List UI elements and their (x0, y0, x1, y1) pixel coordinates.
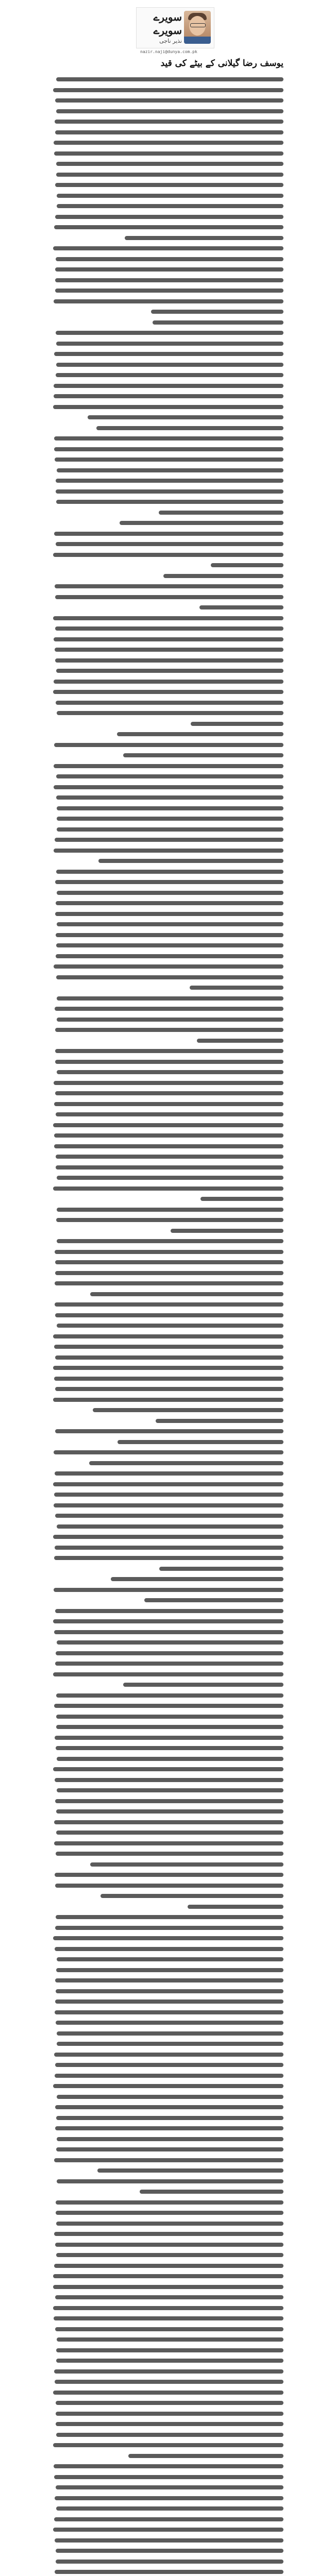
body-text-line (54, 743, 283, 747)
body-text-line (55, 1302, 283, 1307)
body-text-line (54, 964, 283, 969)
body-text-line (56, 342, 283, 346)
body-text-line (57, 1757, 283, 1761)
body-text-line (111, 1577, 283, 1581)
body-text-line (56, 2422, 283, 2426)
body-text-line (54, 2232, 283, 2236)
body-text-line (53, 1482, 283, 1486)
body-text-line (56, 1989, 283, 1993)
body-text-line (56, 1915, 283, 1919)
body-text-line (54, 394, 283, 398)
body-text-line (55, 595, 283, 599)
body-text-line (140, 2190, 283, 2194)
body-text-line (55, 2570, 283, 2574)
body-text-line (56, 2021, 283, 2025)
body-text-line (125, 236, 283, 240)
body-text-line (57, 1208, 283, 1212)
body-text-line (56, 1725, 283, 1729)
body-text-line (53, 1123, 283, 1127)
article-column (49, 0, 287, 2576)
body-text-line (159, 1567, 283, 1571)
body-text-line (57, 2337, 283, 2342)
body-text-line (89, 1461, 283, 1465)
column-logo (136, 7, 214, 48)
body-text-line (54, 1450, 283, 1454)
body-text-line (55, 120, 283, 124)
body-text-line (54, 2158, 283, 2162)
body-text-line (56, 2222, 283, 2226)
body-text-line (55, 1999, 283, 2004)
body-text-line (56, 2348, 283, 2352)
body-text-line (55, 626, 283, 631)
body-text-line (54, 2053, 283, 2057)
body-text-line (54, 2464, 283, 2468)
body-text-line (56, 2359, 283, 2363)
body-text-line (55, 98, 283, 103)
body-text-line (57, 711, 283, 715)
body-text-line (55, 457, 283, 462)
body-text-line (55, 2295, 283, 2299)
body-text-line (56, 2485, 283, 2489)
body-text-line (56, 933, 283, 937)
body-text-line (54, 1133, 283, 1138)
author-photo (184, 11, 211, 44)
body-text-line (100, 1894, 283, 1898)
body-text-line (190, 986, 283, 990)
body-text-line (54, 141, 283, 145)
body-text-line (57, 2179, 283, 2183)
body-text-line (55, 1471, 283, 1476)
body-text-line (56, 975, 283, 979)
body-text-line (56, 331, 283, 335)
body-text-line (56, 870, 283, 874)
body-text-line (54, 1493, 283, 1497)
body-text-line (55, 2538, 283, 2543)
body-text-line (56, 500, 283, 504)
body-text-line (55, 1546, 283, 1550)
body-text-line (54, 785, 283, 789)
body-text-line (53, 246, 283, 250)
body-text-line (55, 2243, 283, 2247)
body-text-line (57, 2095, 283, 2099)
body-text-line (57, 1176, 283, 1180)
body-text-line (55, 1250, 283, 1254)
body-text-line (56, 489, 283, 494)
body-text-line (54, 299, 283, 303)
body-text-line (53, 2306, 283, 2310)
body-text-line (55, 1355, 283, 1360)
body-text-line (53, 616, 283, 620)
body-text-line (57, 1324, 283, 1328)
body-text-line (57, 996, 283, 1001)
body-text-line (56, 77, 283, 81)
body-text-line (53, 2528, 283, 2532)
body-text-line (55, 1387, 283, 1391)
body-text-line (53, 405, 283, 409)
body-text-line (54, 1102, 283, 1106)
body-text-line (156, 1419, 283, 1423)
body-text-line (56, 162, 283, 166)
body-text-line (163, 574, 283, 578)
body-text-line (53, 1672, 283, 1676)
body-text-line (57, 1788, 283, 1792)
body-text-line (55, 1260, 283, 1264)
body-text-line (56, 2211, 283, 2215)
body-text-line (56, 542, 283, 546)
body-text-line (57, 806, 283, 810)
body-text-line (55, 215, 283, 219)
body-text-line (54, 2369, 283, 2374)
body-text-line (57, 1640, 283, 1645)
body-text-line (54, 2316, 283, 2320)
body-text-line (151, 310, 283, 314)
body-text-line (57, 827, 283, 832)
body-text-line (97, 2168, 283, 2173)
body-text-line (54, 1503, 283, 1507)
body-text-line (57, 468, 283, 472)
body-text-line (53, 1187, 283, 1191)
body-text-line (57, 1957, 283, 1961)
body-text-line (56, 1218, 283, 1222)
body-text-line (57, 922, 283, 926)
body-text-line (55, 1007, 283, 1011)
logo-text-bottom: سویرے (153, 24, 182, 37)
body-text-line (56, 774, 283, 778)
body-text-line (54, 2475, 283, 2479)
body-text-line (153, 320, 283, 325)
body-text-line (56, 795, 283, 800)
body-text-line (54, 1377, 283, 1381)
body-text-line (118, 1440, 283, 1444)
body-text-line (53, 690, 283, 694)
body-text-line (55, 1926, 283, 1930)
body-text-line (55, 2063, 283, 2067)
body-text-line (56, 257, 283, 261)
body-text-line (57, 194, 283, 198)
body-text-line (53, 2274, 283, 2278)
body-text-line (55, 2496, 283, 2500)
body-text-line (55, 912, 283, 916)
body-text-line (56, 109, 283, 113)
body-text-line (93, 1408, 283, 1412)
body-text-line (90, 1862, 283, 1867)
body-text-line (53, 2084, 283, 2088)
body-text-line (53, 2391, 283, 2395)
body-text-line (56, 2412, 283, 2416)
body-text-line (56, 2401, 283, 2405)
body-text-line (55, 289, 283, 293)
body-text-line (54, 1081, 283, 1085)
body-text-line (54, 151, 283, 156)
body-text-line (56, 1112, 283, 1116)
body-text-line (54, 1588, 283, 1592)
body-text-line (56, 954, 283, 958)
body-text-line (171, 1229, 283, 1233)
body-text-line (56, 1831, 283, 1835)
body-text-line (55, 1281, 283, 1285)
body-text-line (54, 436, 283, 440)
body-text-line (199, 605, 283, 609)
body-text-line (117, 732, 283, 736)
body-text-line (55, 1799, 283, 1803)
body-text-line (54, 352, 283, 356)
body-text-line (53, 1398, 283, 1402)
body-text-line (54, 384, 283, 388)
body-text-line (54, 637, 283, 641)
body-text-line (53, 1619, 283, 1623)
body-text-line (123, 1683, 283, 1687)
body-text-line (54, 2264, 283, 2268)
body-text-line (53, 2443, 283, 2447)
author-glasses (190, 23, 206, 27)
body-text-line (57, 204, 283, 208)
body-text-line (55, 2380, 283, 2384)
body-text-line (55, 1873, 283, 1877)
body-text-line (123, 753, 283, 757)
body-text-line (56, 943, 283, 947)
body-text-line (56, 1155, 283, 1159)
body-text-line (55, 278, 283, 282)
author-email: nazir.naji@dunya.com.pk (140, 49, 197, 54)
body-text-line (56, 1968, 283, 1972)
body-text-line (56, 2200, 283, 2205)
body-text-line (197, 1039, 283, 1043)
body-text-line (55, 1736, 283, 1740)
body-text-line (120, 521, 283, 525)
body-text-line (53, 553, 283, 557)
body-text-line (57, 1524, 283, 1529)
body-text-line (191, 722, 283, 726)
body-text-line (56, 2506, 283, 2511)
body-text-line (57, 2137, 283, 2141)
body-text-line (56, 669, 283, 673)
body-text-line (55, 2010, 283, 2014)
body-text-line (55, 838, 283, 842)
body-text-line (55, 2105, 283, 2109)
author-shirt (184, 37, 211, 44)
body-text-line (159, 511, 283, 515)
body-text-line (55, 1884, 283, 1888)
body-text-line (55, 183, 283, 187)
body-text-line (55, 2074, 283, 2078)
body-text-line (54, 447, 283, 451)
body-text-line (56, 2433, 283, 2437)
body-text-line (54, 1345, 283, 1349)
body-text-line (56, 1715, 283, 1719)
body-text-line (55, 1609, 283, 1613)
body-text-line (56, 1746, 283, 1750)
body-text-line (54, 1841, 283, 1845)
body-text-line (54, 1820, 283, 1824)
body-text-line (56, 173, 283, 177)
body-text-line (211, 563, 283, 567)
body-text-line (57, 1070, 283, 1074)
body-text-line (55, 658, 283, 663)
body-text-line (57, 1239, 283, 1243)
body-text-line (53, 1366, 283, 1370)
body-text-line (55, 1313, 283, 1317)
body-text-line (55, 880, 283, 884)
body-text-line (55, 1778, 283, 1782)
body-text-line (56, 701, 283, 705)
body-text-line (54, 680, 283, 684)
body-text-line (56, 1693, 283, 1698)
body-text-line (55, 1091, 283, 1095)
body-text-line (54, 2517, 283, 2521)
body-text-line (53, 1535, 283, 1539)
body-text-line (54, 1704, 283, 1708)
body-text-line (54, 532, 283, 536)
body-text-line (55, 267, 283, 272)
body-text-line (200, 1197, 283, 1201)
body-text-line (55, 2126, 283, 2130)
body-text-line (98, 859, 283, 863)
body-text-line (57, 891, 283, 895)
body-text-line (54, 1630, 283, 1634)
article-header (49, 0, 287, 62)
body-text-line (55, 130, 283, 134)
body-text-line (55, 1662, 283, 1666)
body-text-line (56, 2549, 283, 2553)
body-text-line (55, 1271, 283, 1275)
body-text-line (56, 1165, 283, 1170)
body-text-line (128, 2454, 283, 2458)
logo-text-top: سویرے (153, 11, 182, 23)
body-text-line (54, 1556, 283, 1560)
body-text-line (53, 88, 283, 92)
body-text-line (54, 849, 283, 853)
body-text-line (96, 426, 283, 430)
body-text-line (54, 1144, 283, 1148)
author-name: نذیر ناجی (159, 38, 182, 44)
body-text-line (56, 2147, 283, 2151)
body-text-line (55, 1947, 283, 1951)
body-text-line (56, 1852, 283, 1856)
body-text-line (55, 1514, 283, 1518)
body-text-line (56, 2253, 283, 2257)
body-text-line (56, 1809, 283, 1814)
body-text-line (55, 1049, 283, 1053)
body-text-line (88, 415, 283, 419)
body-text-line (55, 1978, 283, 1982)
body-text-line (56, 373, 283, 377)
body-text-line (55, 1028, 283, 1032)
body-text-line (57, 1018, 283, 1022)
body-text-line (57, 2042, 283, 2046)
body-text-line (55, 648, 283, 652)
body-text-line (56, 479, 283, 483)
body-text-line (53, 1767, 283, 1771)
body-text-line (188, 1905, 283, 1909)
body-text-line (144, 1598, 283, 1602)
body-text-line (53, 1936, 283, 1940)
body-text-line (55, 2327, 283, 2331)
body-text-line (56, 901, 283, 905)
body-text-line (56, 2560, 283, 2564)
body-text-line (54, 764, 283, 768)
body-text-line (57, 817, 283, 821)
body-text-line (55, 1429, 283, 1433)
body-text-line (53, 2285, 283, 2289)
body-text-line (56, 2116, 283, 2120)
body-text-line (54, 225, 283, 229)
article-headline: یوسف رضا گیلانی کے بیٹے کی قید (160, 58, 283, 69)
body-text-line (57, 2031, 283, 2036)
body-text-line (55, 1060, 283, 1064)
body-text-line (55, 584, 283, 588)
body-text-line (56, 363, 283, 367)
body-text-line (56, 1651, 283, 1655)
body-text-line (90, 1292, 283, 1296)
body-text-line (53, 1334, 283, 1338)
